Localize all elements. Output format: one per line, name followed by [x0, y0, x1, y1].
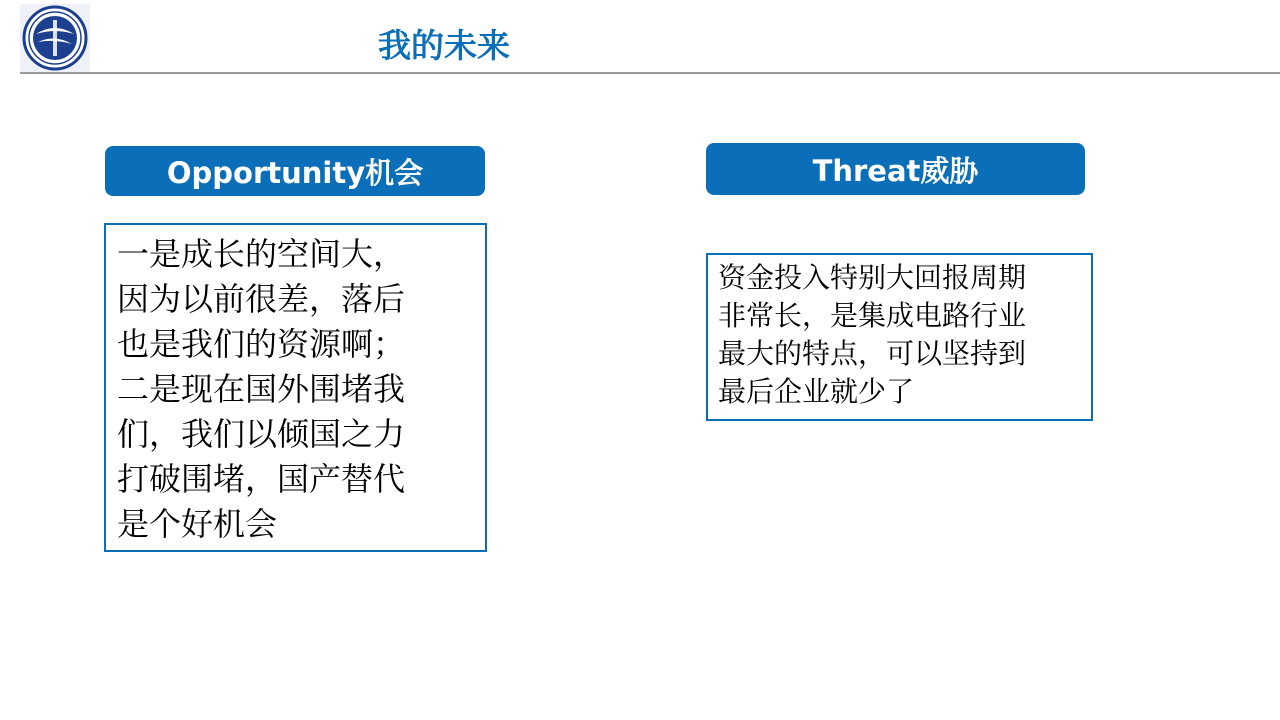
- opportunity-line: 是个好机会: [117, 505, 278, 543]
- opportunity-text-box: [104, 223, 487, 552]
- threat-line: 最大的特点，可以坚持到: [718, 337, 1027, 370]
- threat-header: Threat威胁: [706, 143, 1085, 195]
- page-title: 我的未来: [378, 26, 510, 65]
- opportunity-header: Opportunity机会: [105, 146, 485, 196]
- opportunity-line: 一是成长的空间大，: [117, 235, 406, 273]
- header-divider: [20, 72, 1280, 74]
- opportunity-line: 打破围堵，国产替代: [117, 460, 406, 498]
- opportunity-line: 们，我们以倾国之力: [117, 415, 406, 453]
- threat-text-box: [706, 253, 1093, 421]
- university-seal-icon: [20, 4, 90, 72]
- opportunity-line: 也是我们的资源啊；: [117, 325, 406, 363]
- threat-line: 非常长，是集成电路行业: [718, 299, 1027, 332]
- threat-line: 最后企业就少了: [718, 375, 915, 408]
- opportunity-line: 二是现在国外围堵我: [117, 370, 406, 408]
- threat-line: 资金投入特别大回报周期: [718, 261, 1027, 294]
- opportunity-line: 因为以前很差，落后: [117, 280, 406, 318]
- university-logo: [20, 4, 90, 72]
